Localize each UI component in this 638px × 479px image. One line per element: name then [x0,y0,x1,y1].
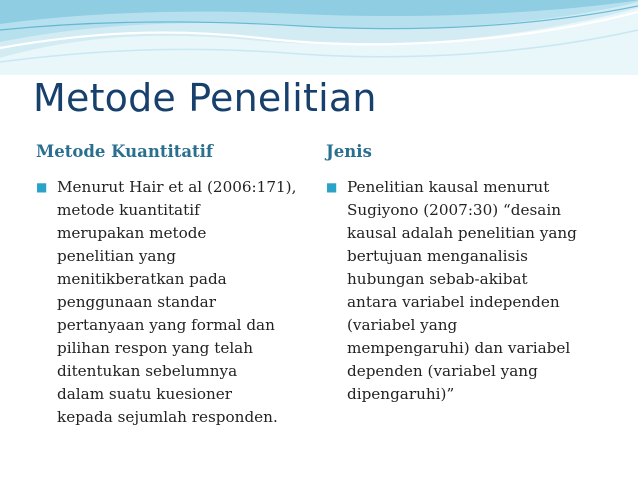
text-line: antara variabel independen [347,293,560,311]
slide-title: Metode Penelitian [33,76,377,120]
text-line: dipengaruhi)” [347,385,455,403]
left-bullet-text [57,176,316,429]
square-bullet-icon: ■ [326,180,338,194]
text-line: mempengaruhi) dan variabel [347,339,571,357]
square-bullet-icon: ■ [36,180,48,194]
header-wave-decoration [0,0,638,75]
right-column-heading: Jenis [326,142,372,161]
text-line: merupakan metode [57,224,207,242]
right-bullet-text [347,176,616,406]
text-line: dalam suatu kuesioner [57,385,233,403]
left-column [36,139,316,429]
text-line: dependen (variabel yang [347,362,538,380]
text-line: pilihan respon yang telah [57,339,254,357]
left-bullet-item [36,176,316,429]
text-line: Sugiyono (2007:30) “desain [347,201,561,219]
text-line: kausal adalah penelitian yang [347,224,577,242]
text-line: menitikberatkan pada [57,270,227,288]
text-line: Menurut Hair et al (2006:171), [57,178,297,196]
left-column-heading: Metode Kuantitatif [36,142,214,161]
text-line: (variabel yang [347,316,458,334]
text-line: pertanyaan yang formal dan [57,316,275,334]
text-line: Penelitian kausal menurut [347,178,550,196]
right-bullet-item [326,176,616,406]
text-line: ditentukan sebelumnya [57,362,238,380]
right-column [326,139,616,406]
text-line: penggunaan standar [57,293,216,311]
text-line: metode kuantitatif [57,201,200,219]
text-line: kepada sejumlah responden. [57,408,278,426]
text-line: hubungan sebab-akibat [347,270,528,288]
text-line: bertujuan menganalisis [347,247,528,265]
text-line: penelitian yang [57,247,176,265]
